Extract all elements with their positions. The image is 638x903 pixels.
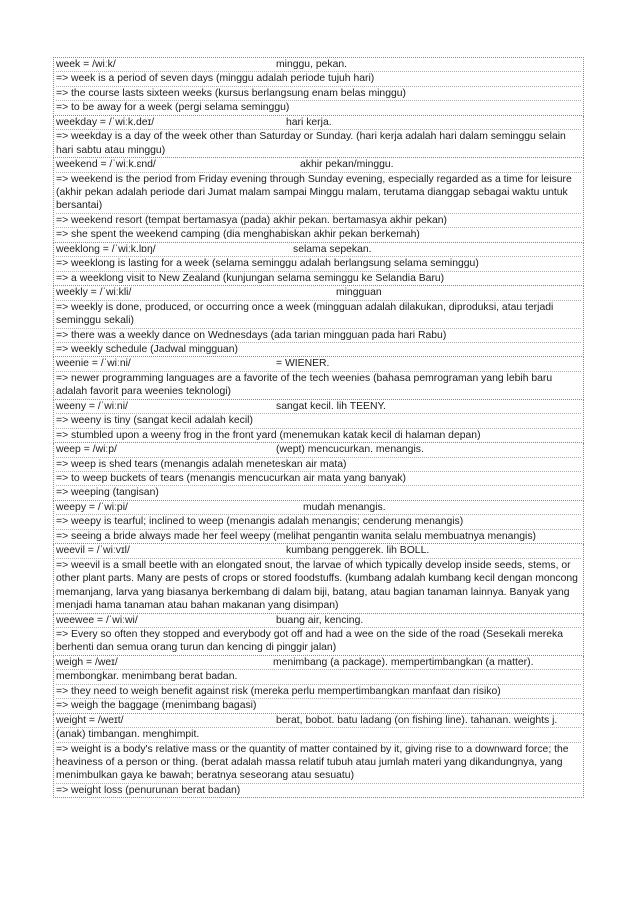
dictionary-entry: [53, 544, 584, 613]
example-line: => weekly schedule (Jadwal mingguan): [56, 343, 238, 355]
headword-pronunciation: weeklong = /ˈwiːk.lɒŋ/: [56, 243, 156, 255]
entry-header: [56, 116, 581, 130]
dictionary-entry: [53, 614, 584, 656]
example-line: membongkar. menimbang berat badan.: [56, 670, 581, 684]
example-line: => weevil is a small beetle with an elongated snout, the larvae of which typically develop inside seeds, stems, or other plant parts. Many are pests of crops or stored foodstuffs. (kumbang adalah kumbang kecil dengan moncong memanjang, larva yang biasanya berkembang di dalam biji, batang, atau bagian tanaman lainnya. Banyak yang menjadi hama tanaman atau bahan makanan yang disimpan): [56, 559, 578, 612]
headword-pronunciation: weekend = /ˈwiːk.ɛnd/: [56, 159, 156, 171]
headword-pronunciation: weekday = /ˈwiːk.deɪ/: [56, 116, 155, 128]
headword-pronunciation: weight = /weɪt/: [56, 714, 124, 726]
example-line: => newer programming languages are a favorite of the tech weenies (bahasa pemrograman yang lebih baru adalah favorit para weenies teknologi): [56, 372, 553, 398]
short-definition: mingguan: [336, 287, 382, 299]
example-line: => Every so often they stopped and everybody got off and had a wee on the side of the road (Sesekali mereka berhenti dan semua orang turun dan kencing di pinggir jalan): [56, 628, 563, 654]
headword-pronunciation: week = /wiːk/: [56, 59, 116, 70]
entry-header: [56, 357, 581, 371]
example-line: => the course lasts sixteen weeks (kursus berlangsung enam belas minggu): [56, 87, 581, 101]
dictionary-entry: [53, 656, 584, 714]
example-line: (anak) timbangan. menghimpit.: [56, 728, 581, 742]
headword-pronunciation: weewee = /ˈwiːwi/: [56, 614, 138, 626]
entry-header: [56, 714, 581, 728]
example-line: => weekly is done, produced, or occurring once a week (mingguan adalah dilakukan, diproduksi, atau terjadi seminggu sekali): [56, 301, 581, 329]
example-line: => weeping (tangisan): [56, 487, 159, 499]
dictionary-entry: [53, 286, 584, 357]
example-line: => she spent the weekend camping (dia menghabiskan akhir pekan berkemah): [56, 229, 420, 241]
dictionary-entry: [53, 116, 584, 158]
example-line: => weight loss (penurunan berat badan): [56, 784, 241, 796]
headword-pronunciation: weepy = /ˈwiːpi/: [56, 501, 128, 513]
dictionary-entry: [53, 714, 584, 799]
example-line: => weigh the baggage (menimbang bagasi): [56, 700, 257, 712]
example-line: => to weep buckets of tears (menangis mencucurkan air mata yang banyak): [56, 472, 581, 486]
dictionary-entry: [53, 400, 584, 443]
short-definition: = WIENER.: [276, 358, 330, 370]
dictionary-entry: [53, 243, 584, 286]
example-line: => weep is shed tears (menangis adalah meneteskan air mata): [56, 458, 581, 472]
dictionary-entry: [53, 501, 584, 544]
entry-header: [56, 443, 581, 457]
entry-header: [56, 286, 581, 300]
short-definition: kumbang penggerek. lih BOLL.: [286, 545, 430, 557]
example-line: => weight is a body's relative mass or the quantity of matter contained by it, giving rise to a downward force; the heaviness of a person or thing. (berat adalah massa relatif tubuh atau jumlah materi yang dikandungnya, yang menimbulkan gaya ke bawah; beratnya seseorang atau sesuatu): [56, 743, 581, 784]
headword-pronunciation: weevil = /ˈwiːvɪl/: [56, 545, 130, 557]
example-line: => weekday is a day of the week other than Saturday or Sunday. (hari kerja adalah hari dalam seminggu selain hari sabtu atau minggu): [56, 131, 566, 156]
entry-header: [56, 501, 581, 515]
short-definition: sangat kecil. lih TEENY.: [276, 400, 386, 412]
dictionary-entry: [53, 357, 584, 399]
example-line: => weekend is the period from Friday evening through Sunday evening, especially regarded as a time for leisure (akhir pekan adalah periode dari Jumat malam sampai Minggu malam, terutama dianggap sebagai waktu untuk bersantai): [56, 173, 581, 214]
short-definition: (wept) mencucurkan. menangis.: [276, 444, 424, 456]
example-line: => weeny is tiny (sangat kecil adalah kecil): [56, 414, 581, 428]
dictionary-entry: [53, 158, 584, 243]
entry-header: [56, 544, 581, 558]
short-definition: hari kerja.: [286, 116, 332, 128]
entry-header: [56, 614, 581, 628]
entry-header: [56, 400, 581, 414]
headword-pronunciation: weenie = /ˈwiːni/: [56, 358, 131, 370]
example-line: => they need to weigh benefit against risk (mereka perlu mempertimbangkan manfaat dan risiko): [56, 685, 581, 699]
entry-header: [56, 656, 581, 670]
example-line: => to be away for a week (pergi selama seminggu): [56, 102, 290, 114]
short-definition: buang air, kencing.: [276, 614, 364, 626]
example-line: => weekend resort (tempat bertamasya (pada) akhir pekan. bertamasya akhir pekan): [56, 214, 581, 228]
entry-header: [56, 158, 581, 172]
short-definition: berat, bobot. batu ladang (on fishing line). tahanan. weights j.: [276, 714, 558, 726]
headword-pronunciation: weekly = /ˈwiːkli/: [56, 287, 132, 299]
example-line: => a weeklong visit to New Zealand (kunjungan selama seminggu ke Selandia Baru): [56, 272, 445, 284]
example-line: => weepy is tearful; inclined to weep (menangis adalah menangis; cenderung menangis): [56, 515, 581, 529]
dictionary-page: [53, 57, 584, 798]
headword-pronunciation: weigh = /weɪ/: [56, 656, 118, 668]
example-line: => there was a weekly dance on Wednesdays (ada tarian mingguan pada hari Rabu): [56, 329, 581, 343]
headword-pronunciation: weeny = /ˈwiːni/: [56, 400, 128, 412]
example-line: => seeing a bride always made her feel weepy (melihat pengantin wanita selalu membuatnya menangis): [56, 530, 536, 542]
short-definition: akhir pekan/minggu.: [300, 159, 394, 171]
dictionary-entry: [53, 57, 584, 116]
entry-header: [56, 58, 581, 72]
short-definition: menimbang (a package). mempertimbangkan (a matter).: [273, 656, 534, 668]
dictionary-entry: [53, 443, 584, 501]
headword-pronunciation: weep = /wiːp/: [56, 444, 117, 456]
example-line: => stumbled upon a weeny frog in the front yard (menemukan katak kecil di halaman depan): [56, 429, 481, 441]
example-line: => week is a period of seven days (minggu adalah periode tujuh hari): [56, 72, 581, 86]
example-line: => weeklong is lasting for a week (selama seminggu adalah berlangsung selama seminggu): [56, 257, 581, 271]
short-definition: selama sepekan.: [293, 243, 372, 255]
short-definition: mudah menangis.: [303, 501, 386, 513]
short-definition: minggu, pekan.: [276, 59, 348, 70]
entry-header: [56, 243, 581, 257]
